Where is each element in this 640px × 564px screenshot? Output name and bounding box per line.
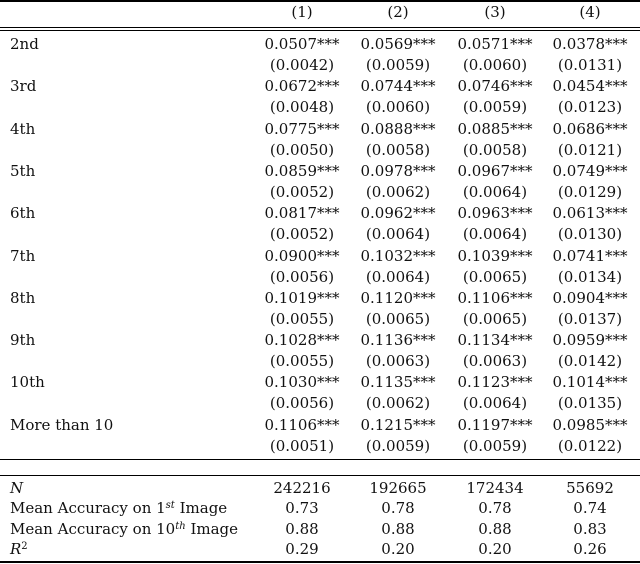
stat-label-n: N — [10, 479, 24, 497]
coefficient-cell: 0.0817*** — [264, 204, 340, 222]
standard-error-cell: (0.0056) — [269, 268, 335, 286]
standard-error-cell: (0.0059) — [462, 437, 528, 455]
standard-error-cell: (0.0055) — [269, 310, 335, 328]
se-row — [0, 182, 640, 203]
stat-value: 242216 — [273, 479, 331, 497]
stat-value: 0.29 — [285, 540, 319, 558]
stat-row-mean-first — [0, 498, 640, 519]
coefficient-cell: 0.1106*** — [264, 416, 340, 434]
standard-error-cell: (0.0142) — [557, 352, 623, 370]
stat-value: 0.78 — [478, 499, 512, 517]
row-label: 4th — [10, 120, 36, 138]
standard-error-cell: (0.0052) — [269, 183, 335, 201]
column-header-1: (1) — [291, 3, 313, 21]
coefficient-cell: 0.0746*** — [457, 77, 533, 95]
stat-value: 0.73 — [285, 499, 319, 517]
coefficient-cell: 0.1032*** — [360, 247, 436, 265]
coefficient-cell: 0.0672*** — [264, 77, 340, 95]
standard-error-cell: (0.0130) — [557, 225, 623, 243]
standard-error-cell: (0.0121) — [557, 141, 623, 159]
coefficient-cell: 0.0749*** — [552, 162, 628, 180]
coef-row — [0, 161, 640, 182]
coefficient-cell: 0.1215*** — [360, 416, 436, 434]
coefficient-cell: 0.0741*** — [552, 247, 628, 265]
column-header-4: (4) — [579, 3, 601, 21]
standard-error-cell: (0.0048) — [269, 98, 335, 116]
coefficient-cell: 0.0962*** — [360, 204, 436, 222]
coefficient-cell: 0.0985*** — [552, 416, 628, 434]
standard-error-cell: (0.0055) — [269, 352, 335, 370]
stat-value: 0.26 — [573, 540, 607, 558]
stat-value: 0.20 — [478, 540, 512, 558]
coefficient-cell: 0.0571*** — [457, 35, 533, 53]
se-row — [0, 55, 640, 76]
coef-row — [0, 330, 640, 351]
standard-error-cell: (0.0064) — [462, 225, 528, 243]
stat-value: 0.88 — [478, 520, 512, 538]
coefficient-cell: 0.0613*** — [552, 204, 628, 222]
coef-row — [0, 34, 640, 55]
stat-label-mean-tenth: Mean Accuracy on 10th Image — [10, 520, 239, 538]
coefficient-cell: 0.1014*** — [552, 373, 628, 391]
standard-error-cell: (0.0135) — [557, 394, 623, 412]
se-row — [0, 267, 640, 288]
standard-error-cell: (0.0063) — [365, 352, 431, 370]
se-row — [0, 351, 640, 372]
row-label: 6th — [10, 204, 36, 222]
se-row — [0, 393, 640, 414]
standard-error-cell: (0.0059) — [365, 56, 431, 74]
standard-error-cell: (0.0065) — [462, 310, 528, 328]
coefficient-cell: 0.1039*** — [457, 247, 533, 265]
standard-error-cell: (0.0062) — [365, 183, 431, 201]
coefficient-cell: 0.1120*** — [360, 289, 436, 307]
coefficient-cell: 0.1135*** — [360, 373, 436, 391]
stat-row-n — [0, 478, 640, 499]
coefficient-cell: 0.0859*** — [264, 162, 340, 180]
coefficient-cell: 0.0378*** — [552, 35, 628, 53]
column-header-3: (3) — [484, 3, 506, 21]
row-label: 9th — [10, 331, 36, 349]
coef-row — [0, 288, 640, 309]
standard-error-cell: (0.0042) — [269, 56, 335, 74]
stat-value: 0.74 — [573, 499, 607, 517]
stat-value: 0.88 — [381, 520, 415, 538]
coefficient-cell: 0.0888*** — [360, 120, 436, 138]
row-label: More than 10 — [10, 416, 114, 434]
row-label: 5th — [10, 162, 36, 180]
coefficient-cell: 0.0904*** — [552, 289, 628, 307]
row-label: 7th — [10, 247, 36, 265]
stat-value: 0.78 — [381, 499, 415, 517]
coefficient-cell: 0.1136*** — [360, 331, 436, 349]
stat-label-r2: $R^2$ — [10, 540, 28, 558]
standard-error-cell: (0.0137) — [557, 310, 623, 328]
header-rule-2 — [0, 30, 640, 31]
stat-value: 0.20 — [381, 540, 415, 558]
row-label: 8th — [10, 289, 36, 307]
standard-error-cell: (0.0062) — [365, 394, 431, 412]
stat-row-mean-tenth — [0, 519, 640, 540]
coefficient-cell: 0.0978*** — [360, 162, 436, 180]
coef-row — [0, 246, 640, 267]
coefficient-cell: 0.0963*** — [457, 204, 533, 222]
coefficient-cell: 0.0959*** — [552, 331, 628, 349]
row-label: 3rd — [10, 77, 37, 95]
standard-error-cell: (0.0065) — [365, 310, 431, 328]
coefficient-cell: 0.0885*** — [457, 120, 533, 138]
coefficient-cell: 0.1030*** — [264, 373, 340, 391]
standard-error-cell: (0.0058) — [365, 141, 431, 159]
standard-error-cell: (0.0059) — [462, 98, 528, 116]
bottom-rule — [0, 561, 640, 563]
stat-value: 192665 — [369, 479, 427, 497]
coefficient-cell: 0.0569*** — [360, 35, 436, 53]
coef-row — [0, 76, 640, 97]
coefficient-cell: 0.1106*** — [457, 289, 533, 307]
standard-error-cell: (0.0064) — [462, 183, 528, 201]
standard-error-cell: (0.0063) — [462, 352, 528, 370]
header-row — [0, 2, 640, 23]
coefficient-cell: 0.1028*** — [264, 331, 340, 349]
standard-error-cell: (0.0051) — [269, 437, 335, 455]
coef-row — [0, 203, 640, 224]
row-label: 2nd — [10, 35, 39, 53]
standard-error-cell: (0.0059) — [365, 437, 431, 455]
standard-error-cell: (0.0064) — [365, 268, 431, 286]
column-header-2: (2) — [387, 3, 409, 21]
stat-value: 0.83 — [573, 520, 607, 538]
stat-value: 172434 — [466, 479, 524, 497]
coef-row — [0, 415, 640, 436]
se-row — [0, 436, 640, 457]
stats-rule-1 — [0, 459, 640, 460]
standard-error-cell: (0.0065) — [462, 268, 528, 286]
stat-value: 0.88 — [285, 520, 319, 538]
stat-value: 55692 — [566, 479, 614, 497]
standard-error-cell: (0.0052) — [269, 225, 335, 243]
standard-error-cell: (0.0064) — [462, 394, 528, 412]
standard-error-cell: (0.0129) — [557, 183, 623, 201]
standard-error-cell: (0.0058) — [462, 141, 528, 159]
coefficient-cell: 0.0967*** — [457, 162, 533, 180]
standard-error-cell: (0.0134) — [557, 268, 623, 286]
coef-row — [0, 119, 640, 140]
coefficient-cell: 0.1134*** — [457, 331, 533, 349]
header-rule — [0, 27, 640, 28]
coefficient-cell: 0.0744*** — [360, 77, 436, 95]
standard-error-cell: (0.0131) — [557, 56, 623, 74]
standard-error-cell: (0.0060) — [462, 56, 528, 74]
coefficient-cell: 0.1123*** — [457, 373, 533, 391]
stats-rule-2 — [0, 475, 640, 476]
standard-error-cell: (0.0060) — [365, 98, 431, 116]
standard-error-cell: (0.0123) — [557, 98, 623, 116]
coefficient-cell: 0.0900*** — [264, 247, 340, 265]
se-row — [0, 140, 640, 161]
standard-error-cell: (0.0122) — [557, 437, 623, 455]
se-row — [0, 97, 640, 118]
stat-label-mean-first: Mean Accuracy on 1st Image — [10, 499, 228, 517]
se-row — [0, 224, 640, 245]
coefficient-cell: 0.0775*** — [264, 120, 340, 138]
row-label: 10th — [10, 373, 45, 391]
coef-row — [0, 372, 640, 393]
stat-row-r2 — [0, 539, 640, 560]
coefficient-cell: 0.0507*** — [264, 35, 340, 53]
coefficient-cell: 0.0686*** — [552, 120, 628, 138]
standard-error-cell: (0.0064) — [365, 225, 431, 243]
se-row — [0, 309, 640, 330]
coefficient-cell: 0.0454*** — [552, 77, 628, 95]
coefficient-cell: 0.1019*** — [264, 289, 340, 307]
coefficient-cell: 0.1197*** — [457, 416, 533, 434]
standard-error-cell: (0.0050) — [269, 141, 335, 159]
standard-error-cell: (0.0056) — [269, 394, 335, 412]
